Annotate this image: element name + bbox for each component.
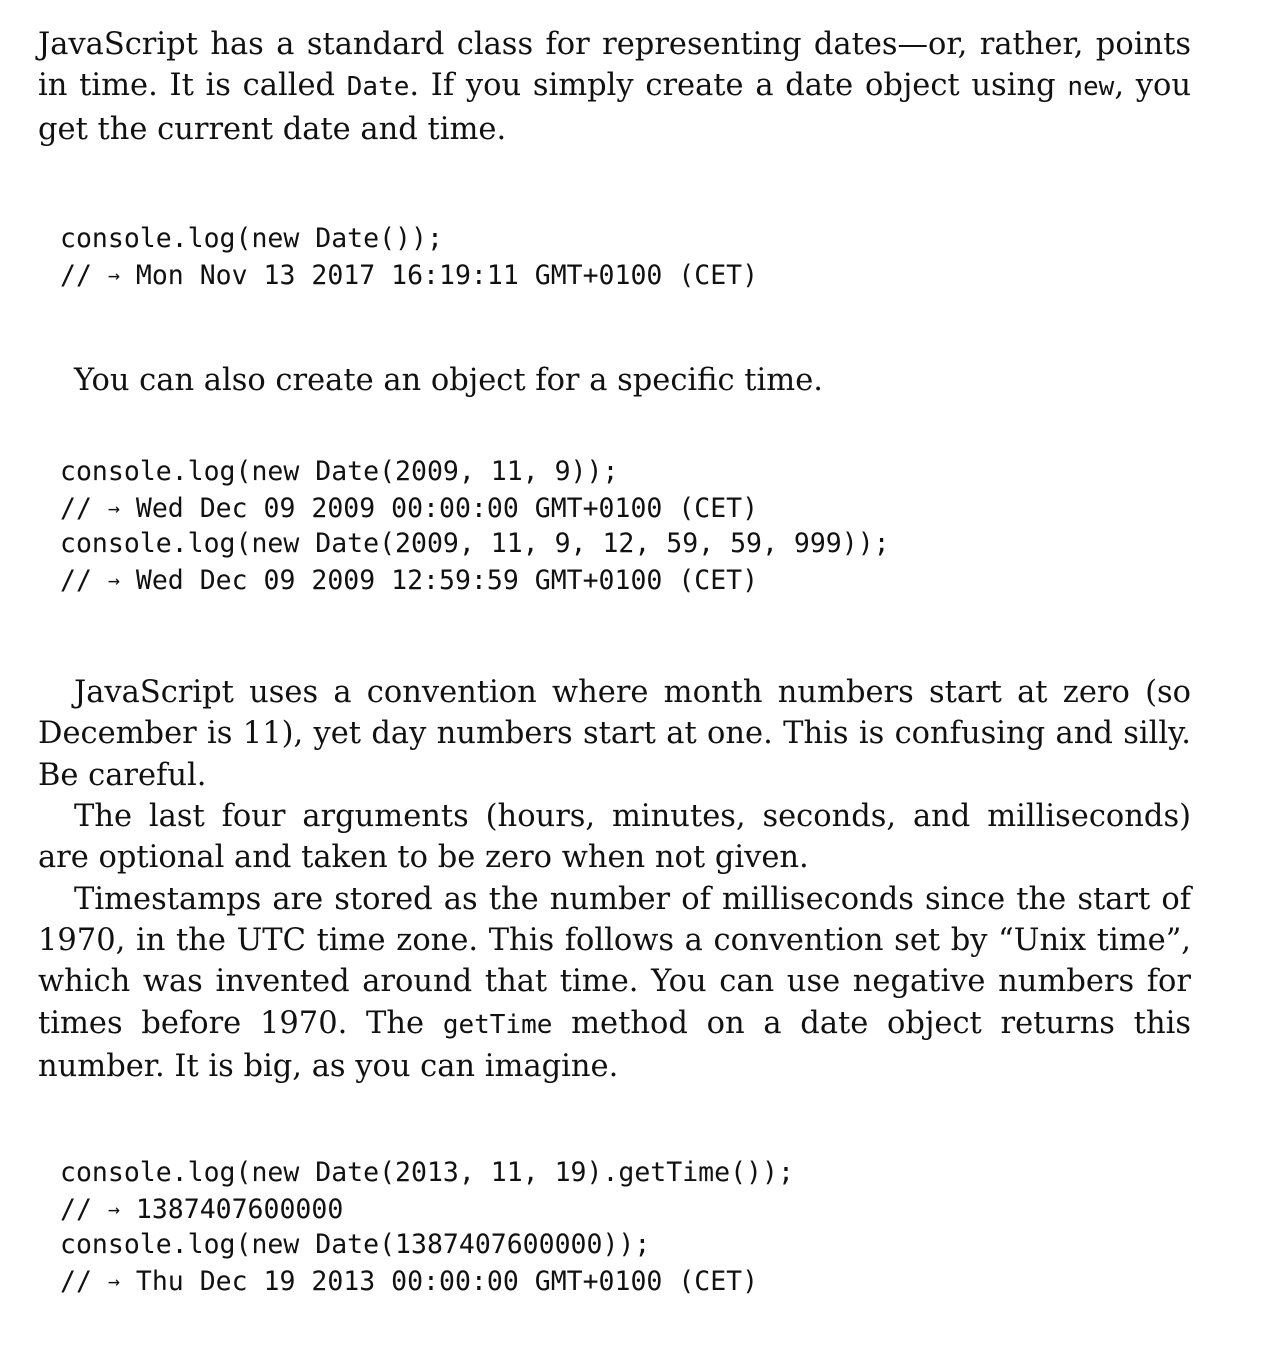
code-block-current-date — [38, 221, 1191, 293]
comment-prefix: // — [60, 1266, 108, 1298]
timestamps-paragraph — [38, 879, 1191, 1087]
arrow-right-icon: → — [107, 496, 120, 521]
code-line: console.log(new Date(2009, 11, 9)); — [60, 456, 619, 488]
intro-text-end: , you get the current date and time. — [38, 68, 1191, 147]
result-text: Thu Dec 19 2013 00:00:00 GMT+0100 (CET) — [119, 1266, 759, 1298]
code-result-line — [60, 257, 1191, 293]
arrow-right-icon: → — [107, 1197, 120, 1222]
result-text: Mon Nov 13 2017 16:19:11 GMT+0100 (CET) — [119, 259, 759, 291]
code-result-line — [60, 562, 1191, 598]
code-block-specific-date — [38, 454, 1191, 598]
code-result-line — [60, 1263, 1191, 1299]
month-convention-paragraph: JavaScript uses a convention where month numbers start at zero (so December is 11), yet day numbers start at one. This is confusing and silly. Be careful. — [38, 675, 1191, 793]
comment-prefix: // — [60, 1194, 108, 1226]
spacer — [38, 293, 1191, 360]
arrow-right-icon: → — [107, 1269, 120, 1294]
timestamps-text-start: Timestamps are stored as the number of milliseconds since the start of 1970, in the UTC time zone. This follows a convention set by “Unix time”, which was invented around that time. You can use negative numbers for times before 1970. The — [38, 881, 1191, 1041]
specific-time-paragraph: You can also create an object for a specific time. — [74, 362, 823, 398]
spacer — [38, 598, 1191, 672]
spacer — [38, 150, 1191, 221]
optional-arguments-paragraph: The last four arguments (hours, minutes, seconds, and milliseconds) are optional and taken to be zero when not given. — [38, 799, 1191, 876]
intro-paragraph — [38, 24, 1191, 150]
spacer — [38, 1087, 1191, 1155]
comment-prefix: // — [60, 565, 108, 597]
timestamps-text-end: method on a date object returns this number. It is big, as you can imagine. — [38, 1005, 1191, 1084]
arrow-right-icon: → — [107, 262, 120, 287]
document-page — [38, 24, 1191, 1299]
comment-prefix: // — [60, 493, 108, 525]
code-line: console.log(new Date(1387407600000)); — [60, 1229, 651, 1261]
result-text: Wed Dec 09 2009 00:00:00 GMT+0100 (CET) — [119, 493, 759, 525]
intro-text-middle: . If you simply create a date object using — [409, 68, 1068, 104]
code-line: console.log(new Date(2009, 11, 9, 12, 59, 59, 999)); — [60, 528, 890, 560]
inline-code-new: new — [1067, 72, 1115, 103]
code-result-line — [60, 490, 1191, 526]
inline-code-date: Date — [346, 72, 410, 103]
inline-code-gettime: getTime — [442, 1009, 553, 1040]
intro-text-start: JavaScript has a standard class for representing dates—or, rather, points in time. It is called — [38, 27, 1191, 104]
result-text: 1387407600000 — [119, 1194, 344, 1226]
spacer — [38, 401, 1191, 454]
comment-prefix: // — [60, 259, 108, 291]
result-text: Wed Dec 09 2009 12:59:59 GMT+0100 (CET) — [119, 565, 759, 597]
code-block-timestamps — [38, 1155, 1191, 1299]
arrow-right-icon: → — [107, 568, 120, 593]
code-line: console.log(new Date()); — [60, 222, 443, 254]
code-result-line — [60, 1191, 1191, 1227]
code-line: console.log(new Date(2013, 11, 19).getTime()); — [60, 1157, 794, 1189]
